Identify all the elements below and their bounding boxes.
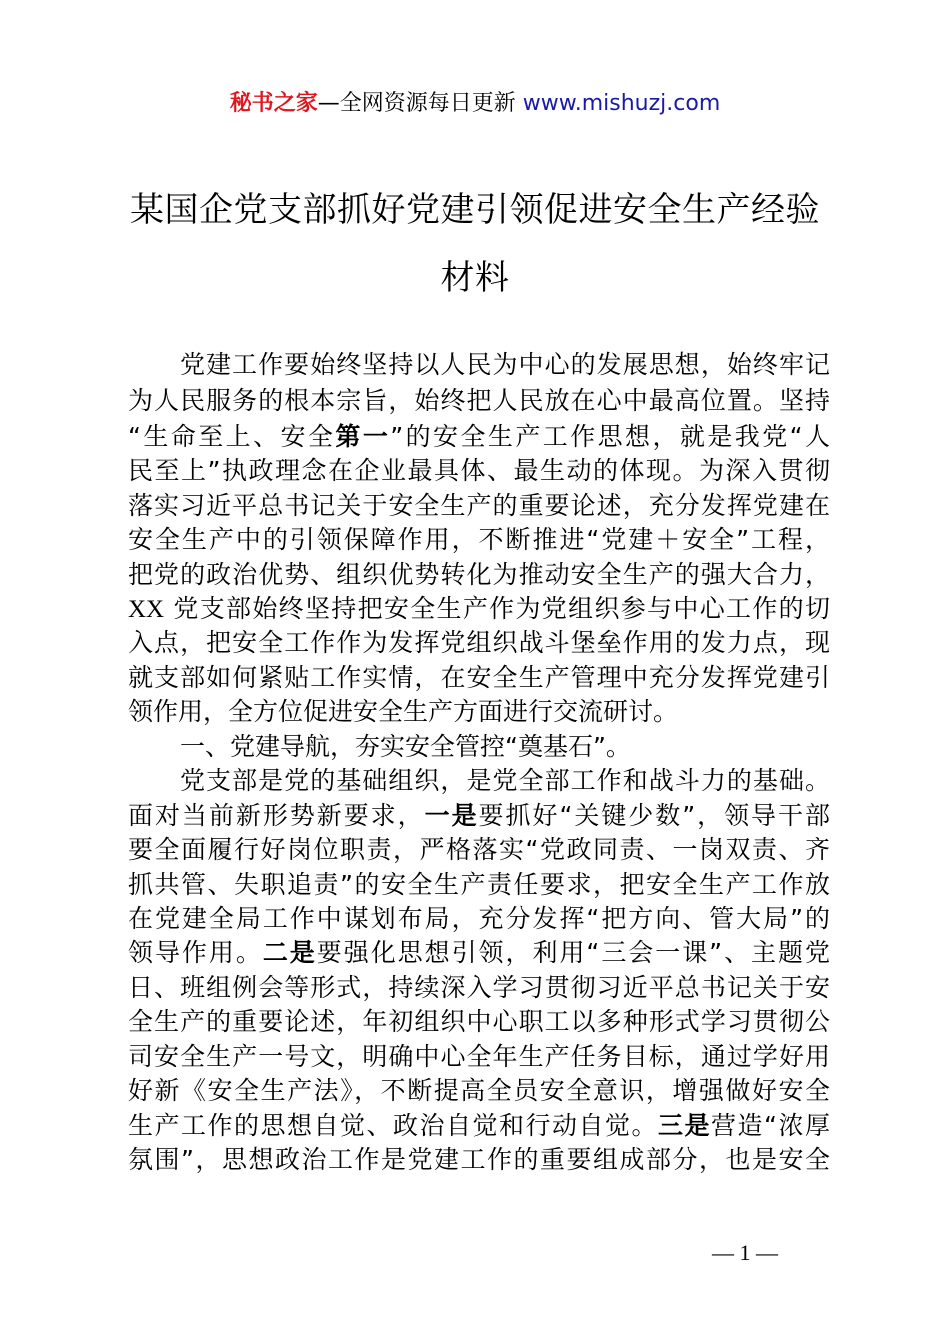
paragraph-2-line: 全生产的重要论述，年初组织中心职工以多种形式学习贯彻公 — [128, 1007, 830, 1036]
paragraph-text: 党支部始终坚持把安全生产作为党组织参与中心工作的切 — [173, 594, 830, 623]
bold-emphasis: 三是 — [658, 1111, 712, 1140]
paragraph-text: 营造“浓厚 — [711, 1111, 830, 1140]
paragraph-2-line: 日、班组例会等形式，持续深入学习贯彻习近平总书记关于安 — [128, 973, 830, 1002]
paragraph-1-line: 党建工作要始终坚持以人民为中心的发展思想，始终牢记 — [180, 350, 830, 379]
site-slogan: —全网资源每日更新 — [317, 91, 516, 116]
paragraph-text: “生命至上、安全 — [128, 422, 336, 451]
paragraph-1-line: 安全生产中的引领保障作用，不断推进“党建＋安全”工程， — [128, 525, 830, 554]
paragraph-1-line: 领作用，全方位促进安全生产方面进行交流研讨。 — [128, 697, 679, 726]
paragraph-2-line: 司安全生产一号文，明确中心全年生产任务目标，通过学好用 — [128, 1042, 830, 1071]
paragraph-2-line: 在党建全局工作中谋划布局，充分发挥“把方向、管大局”的 — [128, 904, 830, 933]
placeholder-name: XX — [128, 596, 165, 623]
paragraph-2-line: 氛围”，思想政治工作是党建工作的重要组成部分，也是安全 — [128, 1145, 830, 1174]
page-number: — 1 — — [712, 1240, 778, 1265]
paragraph-1-line — [128, 420, 830, 454]
paragraph-text: ”的安全生产工作思想，就是我党“人 — [390, 422, 831, 451]
paragraph-2-line: 要全面履行好岗位职责，严格落实“党政同责、一岗双责、齐 — [128, 835, 830, 864]
paragraph-1-line — [128, 592, 830, 626]
site-url-link[interactable]: www.mishuzj.com — [522, 91, 721, 116]
paragraph-1-line: 入点，把安全工作作为发挥党组织战斗堡垒作用的发力点，现 — [128, 628, 830, 657]
site-name: 秘书之家 — [229, 91, 318, 116]
paragraph-2-line: 抓共管、失职追责”的安全生产责任要求，把安全生产工作放 — [128, 870, 830, 899]
bold-emphasis: 二是 — [262, 938, 317, 967]
paragraph-2-line — [128, 799, 830, 833]
paragraph-text: 生产工作的思想自觉、政治自觉和行动自觉。 — [128, 1111, 659, 1140]
paragraph-1-line: 落实习近平总书记关于安全生产的重要论述，充分发挥党建在 — [128, 491, 830, 520]
section-heading-1: 一、党建导航，夯实安全管控“奠基石”。 — [180, 732, 631, 761]
paragraph-1-line: 就支部如何紧贴工作实情，在安全生产管理中充分发挥党建引 — [128, 663, 830, 692]
paragraph-1-line: 把党的政治优势、组织优势转化为推动安全生产的强大合力， — [128, 560, 830, 589]
paragraph-text: 要强化思想引领，利用“三会一课”、主题党 — [316, 938, 830, 967]
paragraph-text: 领导作用。 — [128, 938, 263, 967]
bold-emphasis: 一是 — [424, 801, 479, 830]
bold-emphasis: 第一 — [335, 422, 391, 451]
paragraph-2-line: 党支部是党的基础组织，是党全部工作和战斗力的基础。 — [180, 766, 830, 795]
paragraph-2-line: 好新《安全生产法》，不断提高全员安全意识，增强做好安全 — [128, 1076, 830, 1105]
document-title-line-2: 材料 — [440, 258, 510, 298]
document-title-line-1: 某国企党支部抓好党建引领促进安全生产经验 — [130, 190, 820, 230]
paragraph-2-line — [128, 1109, 830, 1143]
paragraph-text: 面对当前新形势新要求， — [128, 801, 425, 830]
paragraph-text: 要抓好“关键少数”，领导干部 — [478, 801, 830, 830]
paragraph-2-line — [128, 936, 830, 970]
paragraph-1-line: 民至上”执政理念在企业最具体、最生动的体现。为深入贯彻 — [128, 456, 830, 485]
site-header — [0, 86, 950, 122]
paragraph-1-line: 为人民服务的根本宗旨，始终把人民放在心中最高位置。坚持 — [128, 386, 830, 415]
